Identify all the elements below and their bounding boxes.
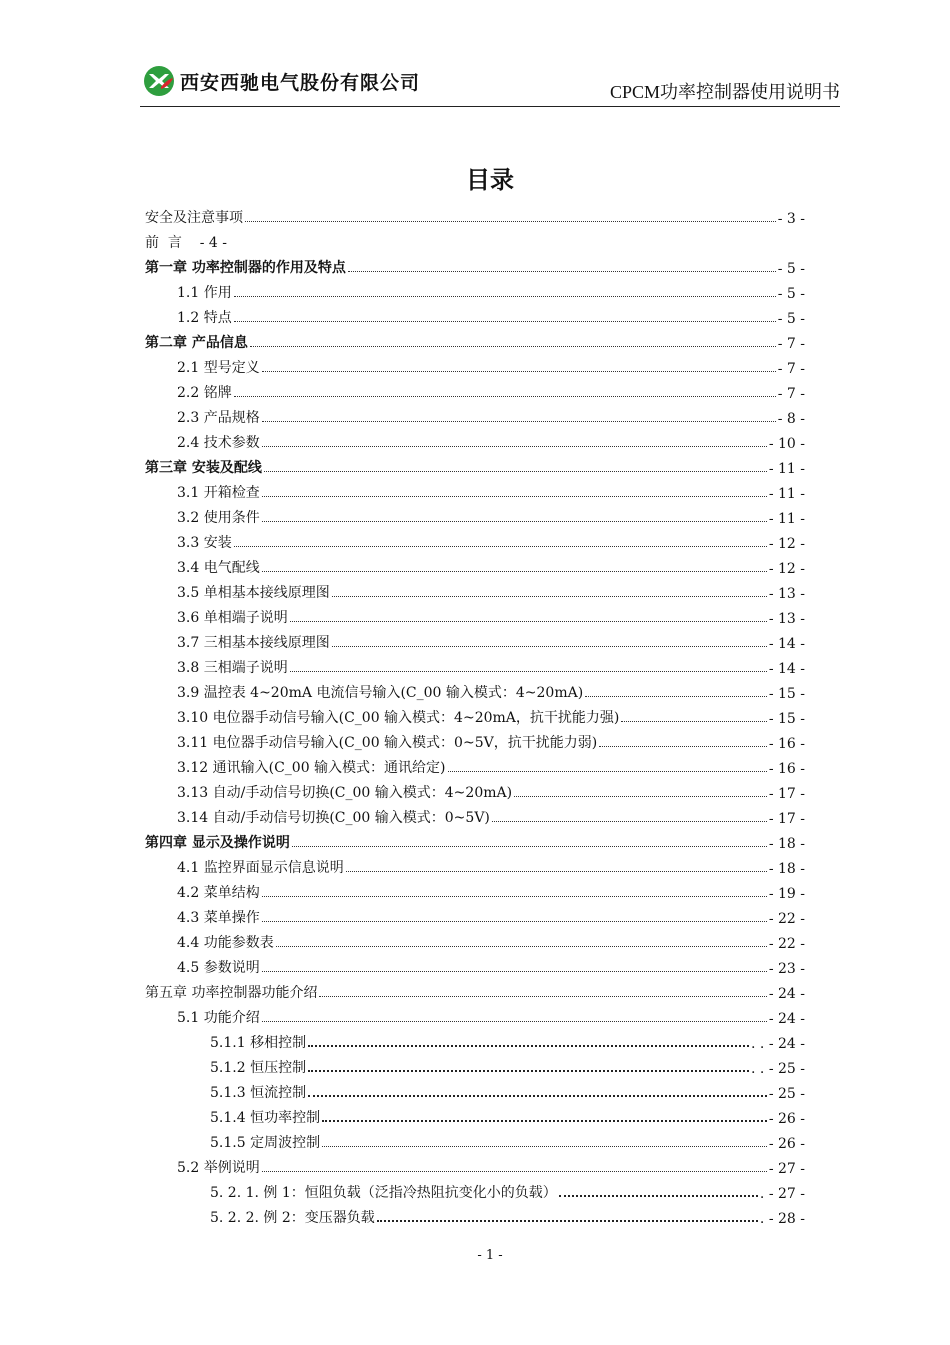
toc-entry-page: - 11 - bbox=[768, 486, 805, 502]
toc-entry[interactable] bbox=[210, 1028, 805, 1052]
toc-entry[interactable] bbox=[210, 1078, 805, 1102]
toc-entry-text: 5.2 举例说明 bbox=[177, 1160, 260, 1176]
toc-entry[interactable] bbox=[177, 853, 805, 877]
toc-entry-text: 2.1 型号定义 bbox=[177, 360, 260, 376]
toc-entry-page: - 18 - bbox=[768, 836, 805, 852]
toc-entry-page: - 26 - bbox=[768, 1136, 805, 1152]
toc-entry-text: 1.1 作用 bbox=[177, 285, 232, 301]
toc-chapter[interactable] bbox=[145, 828, 805, 852]
toc-entry[interactable] bbox=[177, 403, 805, 427]
toc-entry-text: 1.2 特点 bbox=[177, 310, 232, 326]
toc-entry-text: 5.1.1 移相控制 bbox=[210, 1035, 307, 1051]
dot-leader bbox=[262, 571, 767, 572]
toc-entry[interactable] bbox=[177, 778, 805, 802]
company-name: 西安西驰电气股份有限公司 bbox=[180, 72, 421, 94]
toc-chapter[interactable] bbox=[145, 453, 805, 477]
toc-entry[interactable] bbox=[177, 553, 805, 577]
toc-entry-text: 4.4 功能参数表 bbox=[177, 935, 274, 951]
toc-entry-text: 第二章 产品信息 bbox=[145, 335, 248, 351]
toc-entry[interactable] bbox=[210, 1128, 805, 1152]
toc-entry-text: 5.1.3 恒流控制 bbox=[210, 1085, 307, 1101]
toc-entry-page: - 27 - bbox=[768, 1161, 805, 1177]
toc-entry-page: - 7 - bbox=[777, 386, 805, 402]
dot-leader bbox=[377, 1220, 758, 1222]
toc-entry-page: - 17 - bbox=[768, 786, 805, 802]
dot-leader bbox=[234, 396, 776, 397]
toc-chapter[interactable] bbox=[145, 328, 805, 352]
toc-entry-page: - 13 - bbox=[768, 586, 805, 602]
toc-entry[interactable] bbox=[177, 928, 805, 952]
dot-leader bbox=[322, 1120, 767, 1122]
toc-entry[interactable] bbox=[177, 353, 805, 377]
toc-entry[interactable] bbox=[177, 803, 805, 827]
dot-leader bbox=[308, 1095, 767, 1097]
dot-leader bbox=[262, 421, 776, 422]
toc-entry-text: 3.13 自动/手动信号切换(C_00 输入模式：4~20mA) bbox=[177, 785, 513, 801]
toc-entry-page: - 18 - bbox=[768, 861, 805, 877]
dot-leader bbox=[308, 1070, 749, 1072]
toc-entry-page: - 14 - bbox=[768, 661, 805, 677]
toc-entry-text: 4.1 监控界面显示信息说明 bbox=[177, 860, 344, 876]
toc-entry-text: 安全及注意事项 bbox=[145, 210, 243, 226]
toc-entry-text: 2.4 技术参数 bbox=[177, 435, 260, 451]
toc-entry-text: 5.1 功能介绍 bbox=[177, 1010, 260, 1026]
toc-entry-text: 第四章 显示及操作说明 bbox=[145, 835, 290, 851]
toc-entry-page: - 22 - bbox=[768, 936, 805, 952]
toc-entry-text: 5. 2. 1. 例 1：恒阻负载（泛指冷热阻抗变化小的负载） bbox=[210, 1185, 557, 1201]
dot-leader bbox=[348, 271, 776, 272]
dot-leader bbox=[234, 296, 776, 297]
toc-entry[interactable] bbox=[210, 1103, 805, 1127]
toc-entry-page: - 11 - bbox=[768, 461, 805, 477]
toc-entry-page: - 12 - bbox=[768, 561, 805, 577]
dot-leader bbox=[234, 546, 767, 547]
toc-entry-page: - 5 - bbox=[777, 261, 805, 277]
toc-entry-page: . . - 24 - bbox=[751, 1036, 805, 1052]
toc-entry-page: - 26 - bbox=[768, 1111, 805, 1127]
toc-entry-text: 3.3 安装 bbox=[177, 535, 232, 551]
toc-entry-page: . - 27 - bbox=[759, 1186, 805, 1202]
toc-entry[interactable] bbox=[177, 678, 805, 702]
dot-leader bbox=[262, 896, 767, 897]
dot-leader bbox=[319, 996, 766, 997]
toc-entry-page: - 7 - bbox=[777, 336, 805, 352]
toc-entry-page: - 16 - bbox=[768, 736, 805, 752]
toc-entry-text: 5. 2. 2. 例 2：变压器负载 bbox=[210, 1210, 375, 1226]
dot-leader bbox=[621, 721, 766, 722]
dot-leader bbox=[262, 921, 767, 922]
toc-entry[interactable] bbox=[177, 628, 805, 652]
toc-entry[interactable] bbox=[177, 478, 805, 502]
toc-entry-text: 第一章 功率控制器的作用及特点 bbox=[145, 260, 346, 276]
company-logo-icon bbox=[143, 65, 175, 97]
toc-entry-text: 4.5 参数说明 bbox=[177, 960, 260, 976]
document-title: CPCM功率控制器使用说明书 bbox=[609, 82, 840, 102]
dot-leader bbox=[290, 621, 767, 622]
toc-entry-page: - 10 - bbox=[768, 436, 805, 452]
dot-leader bbox=[250, 346, 776, 347]
toc-entry-text: 3.11 电位器手动信号输入(C_00 输入模式：0~5V，抗干扰能力弱) bbox=[177, 735, 598, 751]
toc-entry-text: 3.1 开箱检查 bbox=[177, 485, 260, 501]
toc-entry[interactable] bbox=[145, 203, 805, 227]
toc-title: 目录 bbox=[466, 166, 514, 194]
toc-entry-text: 5.1.2 恒压控制 bbox=[210, 1060, 307, 1076]
toc-entry[interactable] bbox=[177, 578, 805, 602]
dot-leader bbox=[262, 1021, 767, 1022]
toc-entry[interactable] bbox=[177, 1153, 805, 1177]
toc-entry-text: 第五章 功率控制器功能介绍 bbox=[145, 985, 318, 1001]
toc-entry-page: - 25 - bbox=[768, 1086, 805, 1102]
toc-entry-page: - 12 - bbox=[768, 536, 805, 552]
toc-entry-page: - 8 - bbox=[777, 411, 805, 427]
dot-leader bbox=[599, 746, 767, 747]
toc-entry-page: . - 28 - bbox=[759, 1211, 805, 1227]
toc-entry-page: - 23 - bbox=[768, 961, 805, 977]
toc-entry-page: - 14 - bbox=[768, 636, 805, 652]
dot-leader bbox=[290, 671, 767, 672]
toc-entry-text: 3.7 三相基本接线原理图 bbox=[177, 635, 330, 651]
dot-leader bbox=[262, 1171, 767, 1172]
toc-entry-page: - 24 - bbox=[768, 1011, 805, 1027]
dot-leader bbox=[332, 596, 767, 597]
dot-leader bbox=[262, 496, 767, 497]
toc-entry-page: - 15 - bbox=[768, 686, 805, 702]
dot-leader bbox=[245, 221, 776, 222]
toc-entry[interactable] bbox=[177, 503, 805, 527]
toc-entry[interactable] bbox=[177, 878, 805, 902]
page-header bbox=[140, 62, 840, 107]
toc-entry-page: - 17 - bbox=[768, 811, 805, 827]
toc-entry-page: . . - 25 - bbox=[751, 1061, 805, 1077]
dot-leader bbox=[492, 821, 767, 822]
dot-leader bbox=[585, 696, 767, 697]
dot-leader bbox=[262, 521, 767, 522]
toc-entry[interactable] bbox=[210, 1053, 805, 1077]
toc-entry[interactable] bbox=[177, 653, 805, 677]
dot-leader bbox=[332, 646, 767, 647]
toc-entry[interactable] bbox=[177, 303, 805, 327]
dot-leader bbox=[514, 796, 767, 797]
page-number: - 1 - bbox=[477, 1248, 503, 1263]
toc-entry[interactable] bbox=[177, 703, 805, 727]
dot-leader bbox=[292, 846, 767, 847]
toc-entry-text: 3.14 自动/手动信号切换(C_00 输入模式：0~5V) bbox=[177, 810, 490, 826]
toc-chapter[interactable] bbox=[145, 978, 805, 1002]
toc-entry[interactable] bbox=[210, 1178, 805, 1202]
toc-entry-page: - 3 - bbox=[777, 211, 805, 227]
toc-entry-text: 3.5 单相基本接线原理图 bbox=[177, 585, 330, 601]
toc-entry-page: - 22 - bbox=[768, 911, 805, 927]
toc-entry-text: 3.6 单相端子说明 bbox=[177, 610, 288, 626]
toc-entry[interactable] bbox=[177, 528, 805, 552]
dot-leader bbox=[559, 1195, 758, 1197]
toc-entry-page: - 19 - bbox=[768, 886, 805, 902]
toc-entry-page: - 15 - bbox=[768, 711, 805, 727]
toc-entry-page: - 13 - bbox=[768, 611, 805, 627]
dot-leader bbox=[262, 446, 767, 447]
toc-entry[interactable] bbox=[210, 1203, 805, 1227]
toc-entry[interactable] bbox=[177, 603, 805, 627]
toc-entry-text: 4.3 菜单操作 bbox=[177, 910, 260, 926]
dot-leader bbox=[262, 971, 767, 972]
toc-entry-page: - 7 - bbox=[777, 361, 805, 377]
toc-entry-text: 3.2 使用条件 bbox=[177, 510, 260, 526]
dot-leader bbox=[276, 946, 767, 947]
toc-entry[interactable] bbox=[177, 953, 805, 977]
toc-entry-text: 3.4 电气配线 bbox=[177, 560, 260, 576]
toc-entry-text: 3.8 三相端子说明 bbox=[177, 660, 288, 676]
toc-entry[interactable] bbox=[145, 228, 805, 252]
toc-entry[interactable] bbox=[177, 1003, 805, 1027]
toc-entry-text: 第三章 安装及配线 bbox=[145, 460, 262, 476]
dot-leader bbox=[322, 1146, 767, 1147]
toc-entry[interactable] bbox=[177, 378, 805, 402]
dot-leader bbox=[264, 471, 767, 472]
toc-entry[interactable] bbox=[177, 278, 805, 302]
toc-entry-text: 5.1.4 恒功率控制 bbox=[210, 1110, 321, 1126]
toc-entry-text: 3.10 电位器手动信号输入(C_00 输入模式：4~20mA，抗干扰能力强) bbox=[177, 710, 620, 726]
toc-entry-page: - 11 - bbox=[768, 511, 805, 527]
toc-entry-page: - 5 - bbox=[777, 286, 805, 302]
toc-entry[interactable] bbox=[177, 428, 805, 452]
dot-leader bbox=[448, 771, 767, 772]
toc-entry-text: 3.12 通讯输入(C_00 输入模式：通讯给定) bbox=[177, 760, 446, 776]
toc-entry[interactable] bbox=[177, 728, 805, 752]
toc-entry-text: 2.2 铭牌 bbox=[177, 385, 232, 401]
toc-entry-text: 5.1.5 定周波控制 bbox=[210, 1135, 321, 1151]
toc-entry-page: - 16 - bbox=[768, 761, 805, 777]
toc-entry-text: 2.3 产品规格 bbox=[177, 410, 260, 426]
toc-entry-page: - 24 - bbox=[768, 986, 805, 1002]
dot-leader bbox=[234, 321, 776, 322]
toc-entry-text: 4.2 菜单结构 bbox=[177, 885, 260, 901]
toc-entry-page: - 5 - bbox=[777, 311, 805, 327]
dot-leader bbox=[308, 1045, 749, 1047]
toc-entry[interactable] bbox=[177, 903, 805, 927]
toc-entry-text: 前 言 - 4 - bbox=[145, 235, 227, 251]
dot-leader bbox=[346, 871, 767, 872]
dot-leader bbox=[262, 371, 776, 372]
toc-entry[interactable] bbox=[177, 753, 805, 777]
toc-chapter[interactable] bbox=[145, 253, 805, 277]
toc-entry-text: 3.9 温控表 4~20mA 电流信号输入(C_00 输入模式：4~20mA) bbox=[177, 685, 584, 701]
